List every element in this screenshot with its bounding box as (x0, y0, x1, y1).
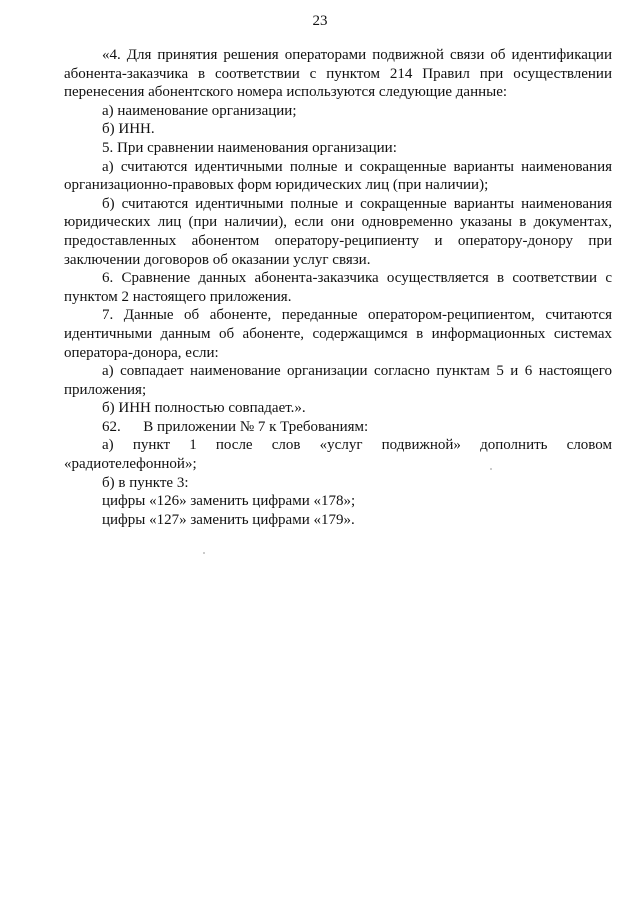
paragraph-4-intro: «4. Для принятия решения операторами подвижной связи об идентификации абонента-заказчика в соответствии с пунктом 214 Правил при осуществлении перенесения абонентского номера используются следующие данные: (64, 47, 612, 101)
paragraph-62b: б) в пункте 3: (102, 474, 189, 491)
paragraph-7-intro: 7. Данные об абоненте, переданные оператором-реципиентом, считаются идентичными данным об абоненте, содержащимся в информационных системах оператора-донора, если: (64, 307, 612, 361)
paragraph-62b-item2: цифры «127» заменить цифрами «179». (102, 511, 355, 528)
paragraph-7b: б) ИНН полностью совпадает.». (102, 400, 306, 417)
paragraph-4b: б) ИНН. (102, 121, 155, 138)
scan-speck (490, 468, 492, 470)
document-body (64, 46, 612, 529)
paragraph-62b-item1: цифры «126» заменить цифрами «178»; (102, 493, 356, 510)
paragraph-5b: б) считаются идентичными полные и сокращенные варианты наименования юридических лиц (при наличии), если они одновременно указаны в документах, предоставленных абонентом оператору-реципиенту и оператору-донору при заключении договоров об оказании услуг связи. (64, 195, 612, 268)
paragraph-6: 6. Сравнение данных абонента-заказчика осуществляется в соответствии с пунктом 2 настоящего приложения. (64, 270, 612, 305)
paragraph-4a: а) наименование организации; (102, 102, 297, 119)
scan-speck (203, 552, 205, 554)
paragraph-5-intro: 5. При сравнении наименования организации: (102, 139, 397, 156)
page-number: 23 (312, 13, 328, 29)
paragraph-62a: а) пункт 1 после слов «услуг подвижной» дополнить словом «радиотелефонной»; (64, 437, 612, 473)
paragraph-7a: а) совпадает наименование организации согласно пунктам 5 и 6 настоящего приложения; (64, 363, 612, 398)
paragraph-62: 62. В приложении № 7 к Требованиям: (102, 418, 369, 435)
paragraph-5a: а) считаются идентичными полные и сокращенные варианты наименования организационно-правовых форм юридических лиц (при наличии); (64, 158, 612, 194)
